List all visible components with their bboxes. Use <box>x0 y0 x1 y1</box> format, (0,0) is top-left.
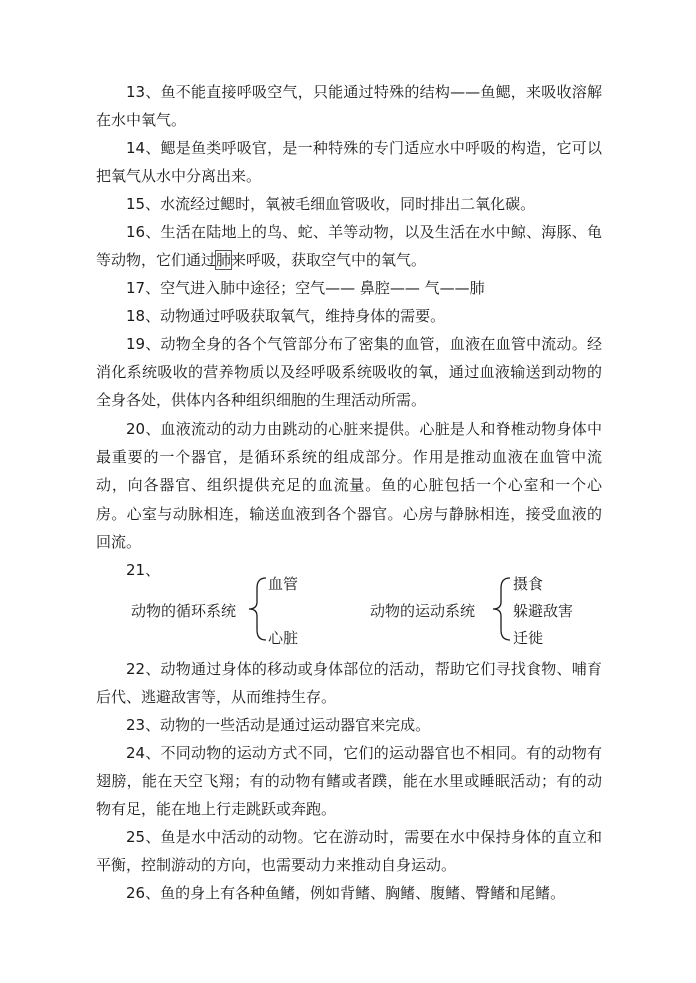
paragraph-21: 21、 <box>126 561 161 579</box>
paragraph-20: 20、血液流动的动力由跳动的心脏来提供。心脏是人和脊椎动物身体中最重要的一个器官，是循环系统的组成部分。作用是推动血液在血管中流动，向各器官、组织提供充足的血流量。鱼的心脏包括一个心室和一个心房。心室与动脉相连，输送血液到各个器官。心房与静脉相连，接受血液的回流。 <box>96 420 602 551</box>
brace-icon <box>246 576 268 642</box>
paragraph-18: 18、动物通过呼吸获取氧气，维持身体的需要。 <box>126 307 446 325</box>
paragraph-25: 25、鱼是水中活动的动物。它在游动时，需要在水中保持身体的直立和平衡，控制游动的方向，也需要动力来推动自身运动。 <box>96 828 602 875</box>
circulatory-system-label: 动物的循环系统 <box>131 602 237 620</box>
paragraph-16-part-b: 来呼吸，获取空气中的氧气。 <box>231 251 427 270</box>
paragraph-26: 26、鱼的身上有各种鱼鳍，例如背鳍、胸鳍、腹鳍、臀鳍和尾鳍。 <box>126 884 566 902</box>
paragraph-16 <box>96 218 602 274</box>
paragraph-17: 17、空气进入肺中途径；空气—— 鼻腔—— 气——肺 <box>126 279 485 297</box>
paragraph-16-part-a: 16、生活在陆地上的鸟、蛇、羊等动物，以及生活在水中鲸、海豚、龟等动物，它们通过 <box>96 223 602 270</box>
boxed-word-lung: 肺 <box>216 251 232 270</box>
paragraph-15: 15、水流经过鳃时，氧被毛细血管吸收，同时排出二氧化碳。 <box>126 195 536 213</box>
paragraph-24: 24、不同动物的运动方式不同，它们的运动器官也不相同。有的动物有翅膀，能在天空飞翔；有的动物有鳍或者蹼，能在水里或睡眠活动；有的动物有足，能在地上行走跳跃或奔跑。 <box>96 744 602 819</box>
paragraph-22: 22、动物通过身体的移动或身体部位的活动，帮助它们寻找食物、哺育后代、逃避敌害等，从而维持生存。 <box>96 660 602 707</box>
branch-blood-vessel: 血管 <box>268 575 299 593</box>
branch-heart: 心脏 <box>268 629 299 647</box>
paragraph-14: 14、鳃是鱼类呼吸官，是一种特殊的专门适应水中呼吸的构造，它可以把氧气从水中分离出来。 <box>96 139 602 186</box>
branch-feeding: 摄食 <box>513 575 544 593</box>
brace-icon <box>490 576 512 642</box>
paragraph-23: 23、动物的一些活动是通过运动器官来完成。 <box>126 716 431 734</box>
paragraph-13: 13、鱼不能直接呼吸空气，只能通过特殊的结构——鱼鳃，来吸收溶解在水中氧气。 <box>96 83 602 130</box>
paragraph-19: 19、动物全身的各个气管部分布了密集的血管，血液在血管中流动。经消化系统吸收的营养物质以及经呼吸系统吸收的氧，通过血液输送到动物的全身各处，供体内各种组织细胞的生理活动所需。 <box>96 335 602 410</box>
branch-escape-enemies: 躲避敌害 <box>513 602 574 620</box>
locomotion-system-label: 动物的运动系统 <box>370 602 476 620</box>
branch-migration: 迁徙 <box>513 629 544 647</box>
